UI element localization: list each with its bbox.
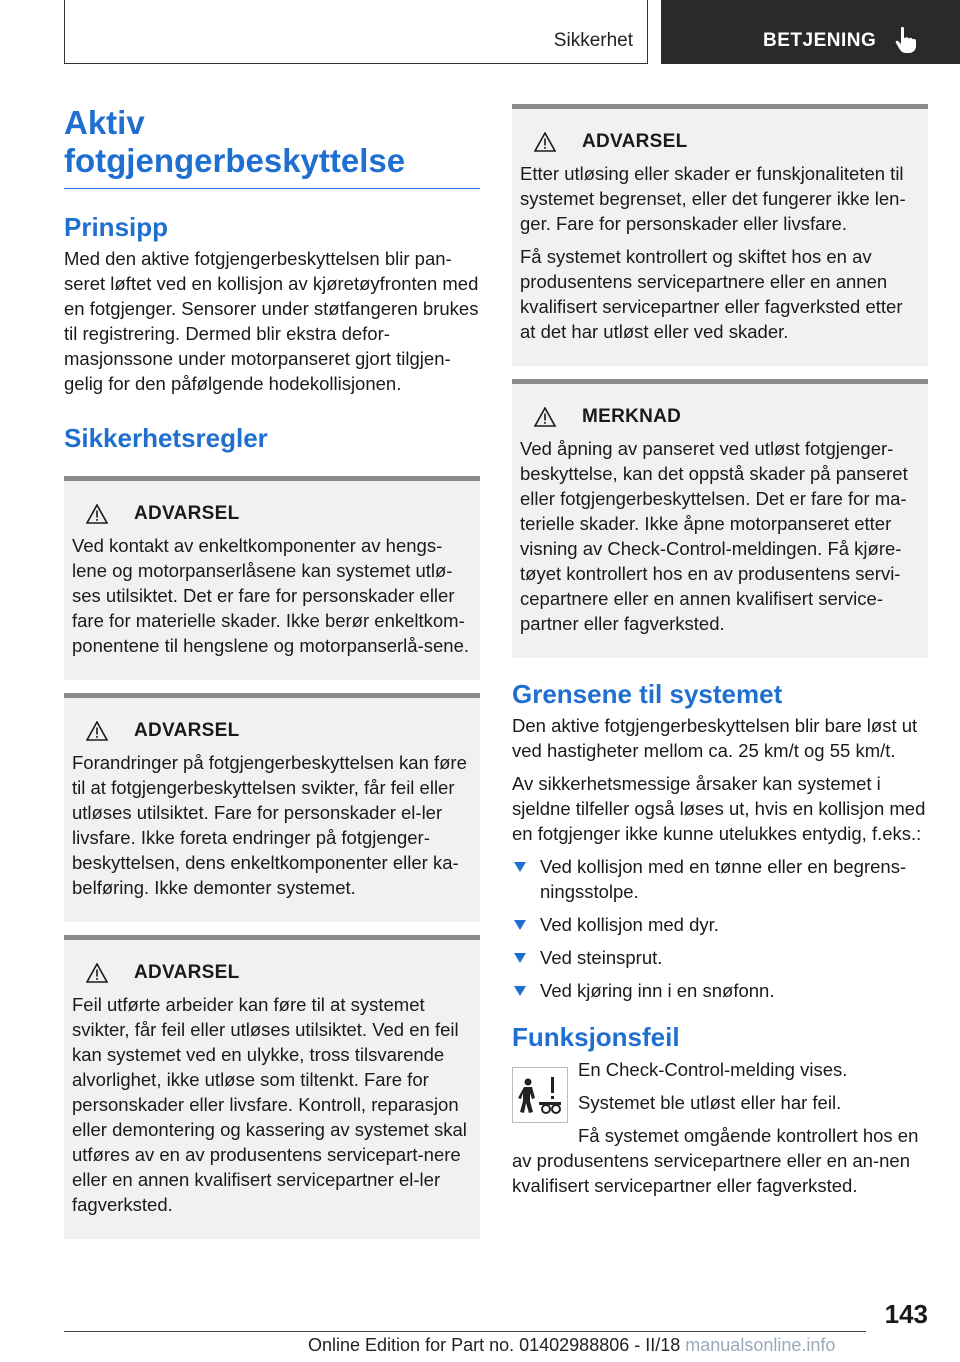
footer-edition-text: Online Edition for Part no. 01402988806 - II/18 xyxy=(308,1335,681,1355)
safety-rules-heading: Sikkerhetsregler xyxy=(64,423,268,453)
warning-title: ADVARSEL xyxy=(134,962,240,983)
footer-edition xyxy=(308,1335,835,1356)
warning-triangle-icon xyxy=(86,721,108,741)
malfunction-line3: Få systemet omgående kontrollert hos en av produsentens servicepartnere eller en an-nen kvalifisert servicepartner eller fagverksted. xyxy=(512,1125,919,1196)
main-title-line2: fotgjengerbeskyttelse xyxy=(64,142,406,179)
malfunction-section xyxy=(512,1021,928,1198)
limits-list xyxy=(512,854,928,1003)
main-title-line1: Aktiv xyxy=(64,104,145,141)
warning-box xyxy=(64,476,480,680)
header-section-frame xyxy=(64,0,648,64)
warning-box xyxy=(64,935,480,1239)
triangle-bullet-icon xyxy=(514,953,526,963)
header-chapter-tab xyxy=(661,0,960,64)
limits-text-2: Av sikkerhetsmessige årsaker kan systemet i sjeldne tilfeller også løses ut, hvis en kollisjon med en fotgjenger ikke kunne utelukkes entydig, f.eks.: xyxy=(512,773,926,844)
list-item: Ved kollisjon med en tønne eller en begrens-ningsstolpe. xyxy=(512,854,928,904)
note-box xyxy=(512,379,928,658)
list-item: Ved kjøring inn i en snøfonn. xyxy=(512,978,928,1003)
warning-triangle-icon xyxy=(86,963,108,983)
pedestrian-protection-warning-icon xyxy=(512,1067,568,1123)
warning-text: Forandringer på fotgjengerbeskyttelsen kan føre til at fotgjengerbeskyttelsen svikter, får feil eller utløses utilsiktet. Fare for personskader el-ler livsfare. Ikke foreta endringer på fotgjenger-beskyttelsen, dens enkeltkomponenter eller ka-belføring. Ikke demonter systemet. xyxy=(72,752,467,898)
warning-triangle-icon xyxy=(534,132,556,152)
malfunction-line1: En Check-Control-melding vises. xyxy=(578,1059,848,1080)
note-text: Ved åpning av panseret ved utløst fotgjenger-beskyttelse, kan det oppstå skader på panseret eller fotgjengerbeskyttelsen. Det er fare for ma-terielle skader. Ikke åpne motorpanseret etter visning av Check-Control-meldingen. Få kjøre-tøyet kontrollert hos en av produsentens servi-cepartnere eller en annen kvalifisert service-partner eller fagverksted. xyxy=(520,438,908,634)
warning-title: ADVARSEL xyxy=(134,720,240,741)
warning-box xyxy=(64,693,480,922)
warning-box xyxy=(512,104,928,366)
warning-title: ADVARSEL xyxy=(134,503,240,524)
list-item: Ved kollisjon med dyr. xyxy=(512,912,928,937)
warning-triangle-icon xyxy=(534,407,556,427)
left-column xyxy=(64,104,480,1239)
principle-text: Med den aktive fotgjengerbeskyttelsen blir pan-seret løftet ved en kollisjon av kjøretøyfronten med en fotgjenger. Sensorer under støtfangeren brukes til registrering. Dermed blir ekstra defor-masjonssone under motorpanseret gjort tilgjen-gelig for den påfølgende hodekollisjonen. xyxy=(64,248,479,394)
malfunction-heading: Funksjonsfeil xyxy=(512,1022,680,1052)
header-section-title: Sikkerhet xyxy=(553,30,633,51)
malfunction-line2: Systemet ble utløst eller har feil. xyxy=(578,1092,842,1113)
hand-pointer-icon xyxy=(893,26,919,54)
warning-text: Feil utførte arbeider kan føre til at systemet svikter, får feil eller utløses utilsiktet. Ved en feil kan systemet ved en ulykke, tross tilsvarende alvorlighet, ikke utløse som tiltenkt. Fare for personskader eller livsfare. Kontroll, reparasjon eller demontering og kassering av systemet skal utføres av en av produsentens servicepart-nere eller en annen kvalifisert servicepartner el-ler fagverksted. xyxy=(72,994,467,1215)
triangle-bullet-icon xyxy=(514,862,526,872)
principle-heading: Prinsipp xyxy=(64,212,169,242)
warning-title: ADVARSEL xyxy=(582,131,688,152)
triangle-bullet-icon xyxy=(514,986,526,996)
footer-divider xyxy=(64,1331,866,1332)
right-column xyxy=(512,104,928,1198)
warning-text: Ved kontakt av enkeltkomponenter av hengs-lene og motorpanserlåsene kan systemet utlø-ses utilsiktet. Det er fare for personskader eller fare for materielle skader. Ikke berør enkeltkom-ponentene til hengslene og motorpanserlå-sene. xyxy=(72,535,470,656)
limits-text: Den aktive fotgjengerbeskyttelsen blir bare løst ut ved hastigheter mellom ca. 25 km/t og 55 km/t. xyxy=(512,715,918,761)
warning-text-2: Få systemet kontrollert og skiftet hos en av produsentens servicepartnere eller en annen kvalifisert servicepartner eller fagverksted etter at det har utløst eller ved skader. xyxy=(520,246,903,342)
note-title: MERKNAD xyxy=(582,406,682,427)
page-number: 143 xyxy=(884,1299,928,1329)
warning-text: Etter utløsing eller skader er funskjonaliteten til systemet begrenset, eller det fungerer ikke len-ger. Fare for personskader eller livsfare. xyxy=(520,163,906,234)
header-chapter-label: BETJENING xyxy=(763,30,877,51)
triangle-bullet-icon xyxy=(514,920,526,930)
warning-triangle-icon xyxy=(86,504,108,524)
main-title xyxy=(64,104,480,189)
footer-brand-watermark: manualsonline.info xyxy=(685,1335,836,1355)
list-item: Ved steinsprut. xyxy=(512,945,928,970)
limits-heading: Grensene til systemet xyxy=(512,679,783,709)
